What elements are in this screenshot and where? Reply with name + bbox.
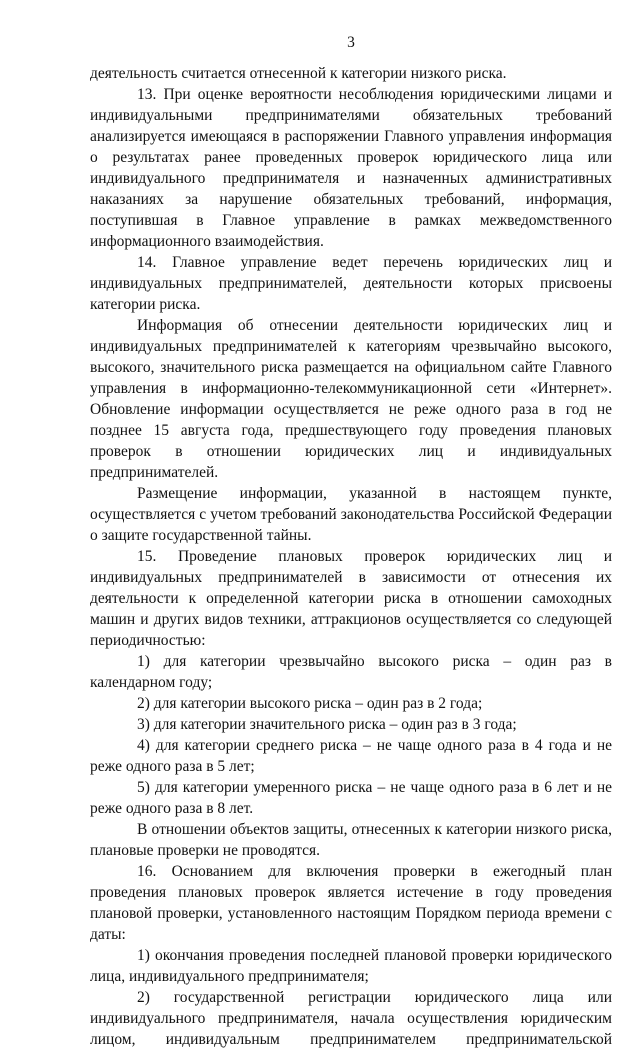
document-body [90, 63, 612, 1050]
paragraph-low-risk: В отношении объектов защиты, отнесенных к категории низкого риска, плановые проверки не проводятся. [90, 821, 612, 859]
paragraph-13: 13. При оценке вероятности несоблюдения юридическими лицами и индивидуальными предпринимателями обязательных требований анализируется имеющаяся в распоряжении Главного управления информация о результатах ранее проведенных проверок юридического лица или индивидуального предпринимателя и назначенных административных наказаниях за нарушение обязательных требований, информация, поступившая в Главное управление в рамках межведомственного информационного взаимодействия. [90, 86, 612, 250]
list-item-15-1: 1) для категории чрезвычайно высокого риска – один раз в календарном году; [90, 653, 612, 691]
paragraph-15: 15. Проведение плановых проверок юридических лиц и индивидуальных предпринимателей в зависимости от отнесения их деятельности к определенной категории риска в отношении самоходных машин и других видов техники, аттракционов осуществляется со следующей периодичностью: [90, 548, 612, 649]
list-item-15-4: 4) для категории среднего риска – не чаще одного раза в 4 года и не реже одного раза в 5 лет; [90, 737, 612, 775]
list-item-16-1: 1) окончания проведения последней плановой проверки юридического лица, индивидуального предпринимателя; [90, 947, 612, 985]
paragraph-16: 16. Основанием для включения проверки в ежегодный план проведения плановых проверок является истечение в году проведения плановой проверки, установленного настоящим Порядком периода времени с даты: [90, 863, 612, 943]
paragraph-14: 14. Главное управление ведет перечень юридических лиц и индивидуальных предпринимателей, деятельности которых присвоены категории риска. [90, 254, 612, 313]
paragraph-14-information: Информация об отнесении деятельности юридических лиц и индивидуальных предпринимателей к категориям чрезвычайно высокого, высокого, значительного риска размещается на официальном сайте Главного управления в информационно-телекоммуникационной сети «Интернет». Обновление информации осуществляется не реже одного раза в год не позднее 15 августа года, предшествующего году проведения плановых проверок в отношении юридических лиц и индивидуальных предпринимателей. [90, 317, 612, 481]
list-item-15-5: 5) для категории умеренного риска – не чаще одного раза в 6 лет и не реже одного раза в 8 лет. [90, 779, 612, 817]
paragraph-14-placement: Размещение информации, указанной в настоящем пункте, осуществляется с учетом требований законодательства Российской Федерации о защите государственной тайны. [90, 485, 612, 544]
list-item-15-3: 3) для категории значительного риска – один раз в 3 года; [137, 716, 517, 733]
list-item-16-2: 2) государственной регистрации юридического лица или индивидуального предпринимателя, начала осуществления юридическим лицом, индивидуальным предпринимателем предпринимательской [90, 989, 612, 1048]
list-item-15-2: 2) для категории высокого риска – один раз в 2 года; [137, 695, 483, 712]
paragraph-continuation: деятельность считается отнесенной к категории низкого риска. [90, 65, 507, 82]
page-number: 3 [347, 34, 355, 51]
